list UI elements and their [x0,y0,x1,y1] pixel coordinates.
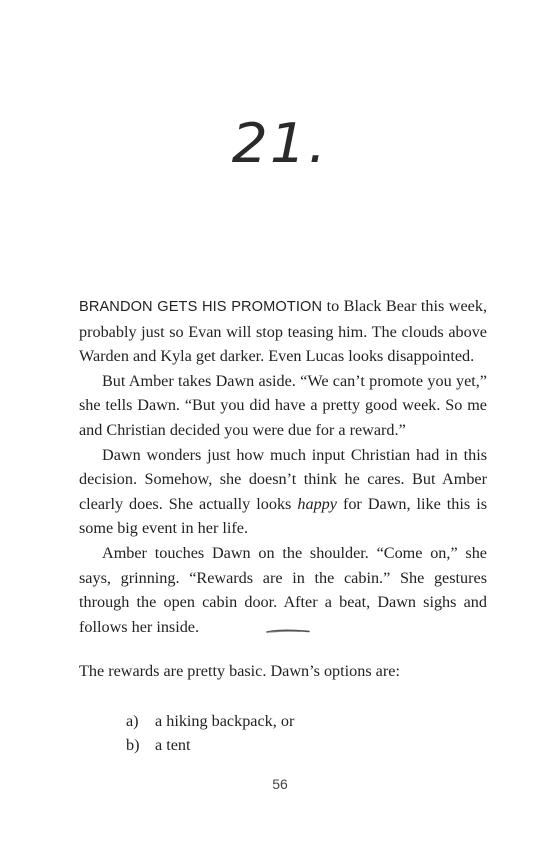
options-intro-text: The rewards are pretty basic. Dawn’s options are: [79,662,400,680]
scene-break-ornament [266,628,310,634]
paragraph-1-text: to Black Bear this week, probably just so Evan will stop teasing him. The clouds above Warden and Kyla get darker. Even Lucas looks disappointed. [79,297,488,366]
paragraph-3 [79,443,487,541]
paragraph-3-text-b: for Dawn, like this is some big event in her life. [79,494,487,538]
page-number: 56 [272,776,288,792]
paragraph-1 [79,294,487,369]
option-a-letter: a) [126,712,139,730]
option-b-letter: b) [126,736,140,754]
option-b-text: a tent [155,736,191,754]
chapter-body [79,294,487,639]
option-b [126,733,191,758]
option-a-text: a hiking backpack, or [155,712,295,730]
paragraph-4: Amber touches Dawn on the shoulder. “Come on,” she says, grinning. “Rewards are in the cabin.” She gestures through the open cabin door. After a beat, Dawn sighs and follows her inside. [79,543,487,636]
option-a [126,709,294,734]
emphasis-happy: happy [297,494,337,513]
paragraph-2: But Amber takes Dawn aside. “We can’t promote you yet,” she tells Dawn. “But you did have a pretty good week. So me and Christian decided you were due for a reward.” [79,371,487,439]
chapter-number: 21. [231,112,329,175]
paragraph-3-text-a: Dawn wonders just how much input Christian had in this decision. Somehow, she doesn’t think he cares. But Amber clearly does. She actually looks [79,445,487,513]
opening-words: BRANDON GETS HIS PROMOTION [79,299,323,315]
options-intro [79,659,487,684]
